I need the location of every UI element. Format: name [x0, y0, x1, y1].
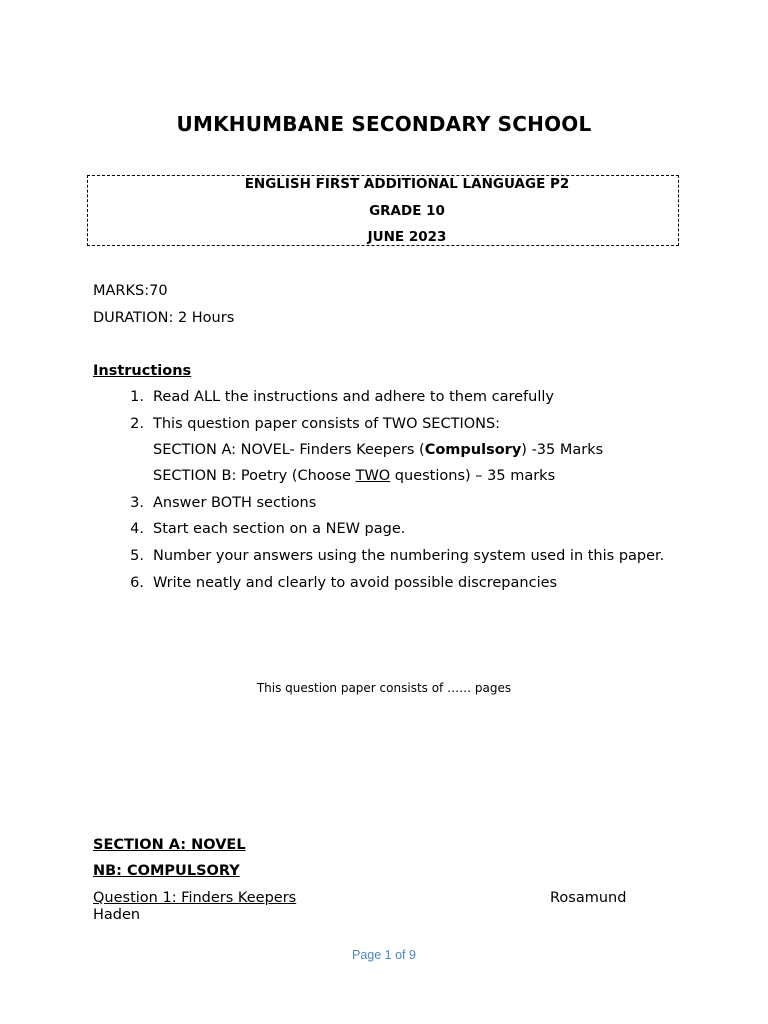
section-a-description [153, 442, 603, 458]
pages-note: This question paper consists of …… pages [256, 681, 512, 695]
section-a-heading: SECTION A: NOVEL [93, 837, 246, 853]
instruction-text: Number your answers using the numbering system used in this paper. [153, 548, 665, 564]
instruction-number: 3. [130, 495, 144, 511]
instruction-text: Answer BOTH sections [153, 495, 317, 511]
duration-label: DURATION: 2 Hours [93, 310, 235, 326]
question-title: Question 1: Finders Keepers [93, 890, 297, 906]
instruction-number: 6. [130, 575, 144, 591]
instruction-text: This question paper consists of TWO SECTIONS: [153, 416, 501, 432]
author-last-name: Haden [93, 907, 141, 923]
school-name: UMKHUMBANE SECONDARY SCHOOL [176, 112, 592, 136]
instruction-number: 4. [130, 521, 144, 537]
author-first-name: Rosamund [550, 890, 627, 906]
subject-title: ENGLISH FIRST ADDITIONAL LANGUAGE P2 [244, 176, 570, 192]
page-number: Page 1 of 9 [352, 948, 416, 962]
instruction-text: Start each section on a NEW page. [153, 521, 406, 537]
section-a-prefix: SECTION A: NOVEL- Finders Keepers ( [153, 442, 425, 458]
grade-label: GRADE 10 [369, 203, 445, 219]
instruction-number: 2. [130, 416, 144, 432]
section-b-description [153, 468, 555, 484]
two-label: TWO [355, 468, 391, 484]
compulsory-note: NB: COMPULSORY [93, 863, 240, 879]
instructions-heading: Instructions [93, 363, 192, 379]
exam-date: JUNE 2023 [367, 229, 447, 245]
instruction-text: Read ALL the instructions and adhere to them carefully [153, 389, 554, 405]
instruction-number: 5. [130, 548, 144, 564]
section-b-prefix: SECTION B: Poetry (Choose [153, 468, 356, 484]
marks-label: MARKS:70 [93, 283, 168, 299]
instruction-number: 1. [130, 389, 144, 405]
compulsory-label: Compulsory [424, 442, 522, 458]
instruction-text: Write neatly and clearly to avoid possible discrepancies [153, 575, 558, 591]
section-a-suffix: ) -35 Marks [521, 442, 604, 458]
section-b-suffix: questions) – 35 marks [390, 468, 556, 484]
